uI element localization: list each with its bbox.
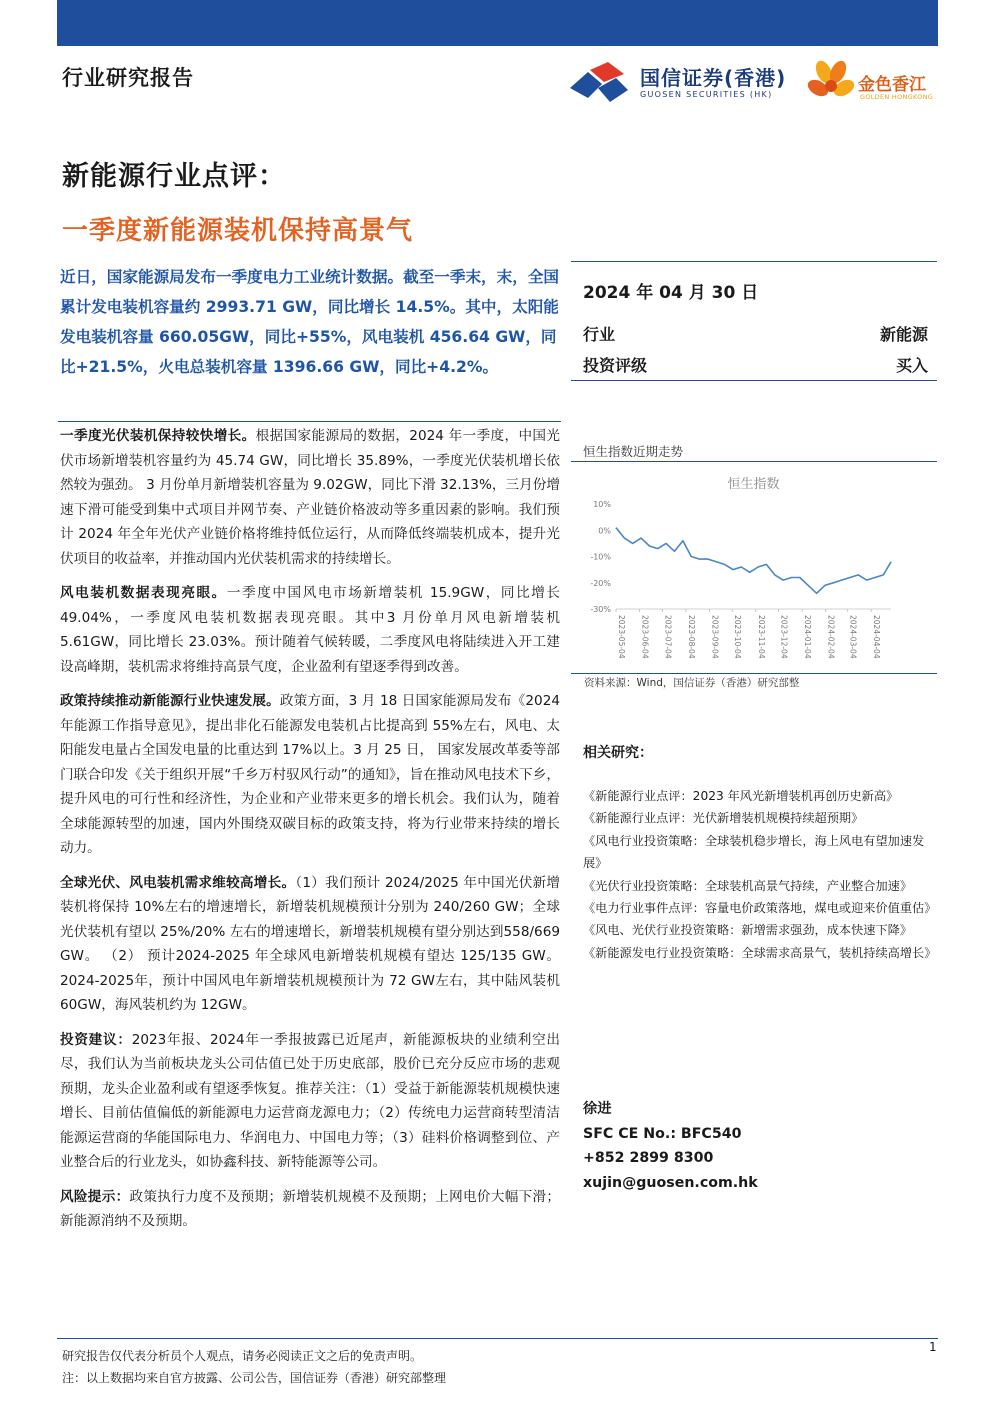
body-paragraph [60, 1028, 560, 1175]
top-banner [57, 0, 938, 46]
summary-paragraph: 近日，国家能源局发布一季度电力工业统计数据。截至一季末，末，全国累计发电装机容量约 2993.71 GW，同比增长 14.5%。其中，太阳能发电装机容量 660.05GW，同比+55%，风电装机 456.64 GW，同比+21.5%，火电总装机容量 1396.66 GW，同比+4.2%。 [60, 268, 560, 376]
paragraph-text: 政策方面，3 月 18 日国家能源局发布《2024 年能源工作指导意见》，提出非化石能源发电装机占比提高到 55%左右，风电、太阳能发电量占全国发电量的比重达到 17%以上。3 月 25 日， 国家发展改革委等部门联合印发《关于组织开展“千乡万村驭风行动”的通知》，旨在推动风电技术下乡，提升风电的可行性和经济性，为企业和产业带来更多的增长机会。我们认为，随着全球能源转型的加速，国内外围绕双碳目标的政策支持，将为行业带来持续的增长动力。 [60, 693, 560, 856]
related-item[interactable]: 《风电行业投资策略：全球装机稳步增长，海上风电有望加速发展》 [583, 833, 925, 871]
summary-divider [58, 421, 561, 422]
rating-label: 投资评级 [583, 356, 648, 375]
analyst-phone: +852 2899 8300 [583, 1150, 714, 1167]
report-date: 2024 年 04 月 30 日 [583, 283, 759, 303]
analyst-email[interactable]: xujin@guosen.com.hk [583, 1174, 758, 1191]
paragraph-text: 政策执行力度不及预期；新增装机规模不及预期；上网电价大幅下滑；新能源消纳不及预期。 [60, 1188, 561, 1229]
x-tick-label: 2023-06-04 [640, 615, 650, 659]
paragraph-lead: 风电装机数据表现亮眼。 [60, 585, 227, 601]
paragraph-lead: 投资建议： [60, 1031, 132, 1048]
rating-row [583, 353, 928, 376]
related-item[interactable]: 《电力行业事件点评：容量电价政策落地，煤电或迎来价值重估》 [583, 901, 937, 916]
report-type-label: 行业研究报告 [62, 66, 194, 90]
chart-bottom-divider [571, 673, 937, 674]
body-paragraph [60, 689, 560, 861]
x-tick-label: 2023-12-04 [779, 615, 789, 659]
footer-note: 注：以上数据均来自官方披露、公司公告，国信证券（香港）研究部整理 [62, 1371, 447, 1385]
y-tick-label: -30% [590, 605, 611, 614]
y-tick-label: 10% [593, 500, 611, 509]
related-item[interactable]: 《新能源行业点评：光伏新增装机规模持续超预期》 [583, 811, 864, 826]
related-item[interactable]: 《光伏行业投资策略：全球装机高景气持续，产业整合加速》 [583, 878, 913, 893]
y-tick-label: -20% [590, 578, 611, 588]
series-line [616, 528, 891, 594]
x-tick-label: 2023-10-04 [733, 615, 743, 659]
related-item[interactable]: 《新能源行业点评：2023 年风光新增装机再创历史新高》 [583, 789, 899, 803]
industry-label: 行业 [583, 325, 616, 344]
golden-flower-icon [806, 58, 856, 106]
x-tick-label: 2024-04-04 [872, 615, 882, 659]
x-tick-label: 2023-08-04 [686, 615, 696, 659]
golden-name-en: GOLDEN HONGKONG [860, 93, 934, 101]
x-tick-label: 2023-11-04 [756, 615, 766, 659]
body-paragraph [60, 581, 560, 679]
body-paragraph [60, 424, 560, 571]
x-tick-label: 2024-03-04 [848, 615, 858, 659]
golden-hongkong-logo [806, 58, 946, 108]
x-tick-label: 2023-07-04 [663, 615, 673, 659]
guosen-name-cn: 国信证券(香港) [640, 66, 787, 90]
guosen-logo [568, 58, 800, 108]
paragraph-text: 2023年报、2024年一季报披露已近尾声，新能源板块的业绩利空出尽，我们认为当前板块龙头公司估值已处于历史底部，股价已充分反应市场的悲观预期，龙头企业盈利或有望逐季恢复。推荐关注：（1）受益于新能源装机规模快速增长、目前估值偏低的新能源电力运营商龙源电力；（2）传统电力运营商转型清洁能源运营商的华能国际电力、华润电力、中国电力等；（3）硅料价格调整到位、产业整合后的行业龙头，如协鑫科技、新特能源等公司。 [60, 1031, 560, 1170]
guosen-mark-icon [568, 60, 630, 104]
footer [62, 1345, 446, 1389]
paragraph-lead: 全球光伏、风电装机需求维较高增长。 [60, 874, 296, 891]
paragraph-text: 一季度中国风电市场新增装机 15.9GW，同比增长 49.04%，一季度风电装机数据表现亮眼。其中3 月份单月风电新增装机 5.61GW，同比增长 23.03%。预计随着气候转暖，二季度风电将陆续进入开工建设高峰期，装机需求将维持高景气度，企业盈利有望逐季得到改善。 [60, 585, 561, 675]
related-research-title: 相关研究： [583, 745, 653, 761]
x-tick-label: 2023-09-04 [710, 615, 720, 659]
body-column [60, 424, 560, 1244]
report-subtitle: 一季度新能源装机保持高景气 [62, 216, 414, 246]
golden-name-cn: 金色香江 [858, 75, 926, 95]
chart-caption: 恒生指数近期走势 [583, 444, 684, 459]
industry-value: 新能源 [879, 325, 928, 344]
footer-disclaimer: 研究报告仅代表分析员个人观点，请务必阅读正文之后的免责声明。 [62, 1349, 423, 1363]
paragraph-text: （1）我们预计 2024/2025 年中国光伏新增装机将保持 10%左右的增速增长，新增装机规模预计分别为 240/260 GW；全球光伏装机有望以 25%/20% 左右的增速增长，新增装机规模有望分别达到558/669 GW。 （2） 预计2024-2025 年全球风电新增装机规模有望达 125/135 GW。2024-2025年，预计中国风电年新增装机规模预计为 72 GW左右，其中陆风装机 60GW，海风装机约为 12GW。 [60, 874, 561, 1013]
y-tick-label: 0% [598, 526, 611, 536]
paragraph-lead: 一季度光伏装机保持较快增长。 [60, 428, 256, 444]
body-paragraph [60, 871, 560, 1018]
x-tick-label: 2024-02-04 [826, 615, 836, 659]
y-tick-label: -10% [590, 552, 611, 562]
x-tick-label: 2024-01-04 [803, 615, 813, 659]
paragraph-text: 根据国家能源局的数据，2024 年一季度，中国光伏市场新增装机容量约为 45.74 GW，同比增长 35.89%，一季度光伏装机增长依然较为强劲。 3 月份单月新增装机容量为 9.02GW，同比下滑 32.13%，三月份增速下滑可能受到集中式项目并网节奏、产业链价格波动等多重因素的影响。我们预计 2024 年全年光伏产业链价格将维持低位运行，从而降低终端装机成本，提升光伏项目的收益率，并推动国内光伏装机需求的持续增长。 [60, 428, 560, 567]
paragraph-lead: 政策持续推动新能源行业快速发展。 [60, 693, 280, 709]
related-research-list [583, 785, 937, 964]
chart-title: 恒生指数 [727, 477, 780, 492]
sidebar-meta-divider [571, 380, 937, 381]
x-tick-label: 2023-05-04 [617, 615, 626, 659]
analyst-block [583, 1097, 758, 1195]
sidebar-top-divider [571, 261, 937, 262]
guosen-name-en: GUOSEN SECURITIES (HK) [640, 90, 773, 99]
analyst-sfc: SFC CE No.: BFC540 [583, 1125, 742, 1142]
footer-divider [57, 1338, 938, 1339]
paragraph-lead: 风险提示： [60, 1188, 130, 1205]
analyst-name: 徐进 [583, 1101, 612, 1117]
rating-value: 买入 [895, 356, 928, 375]
report-title: 新能源行业点评： [62, 161, 286, 192]
related-item[interactable]: 《新能源发电行业投资策略：全球需求高景气，装机持续高增长》 [583, 945, 937, 960]
chart-source: 资料来源：Wind，国信证券（香港）研究部整 [584, 677, 800, 689]
related-item[interactable]: 《风电、光伏行业投资策略：新增需求强劲，成本快速下降》 [583, 923, 913, 938]
hsi-line-chart [571, 462, 937, 672]
industry-row [583, 322, 928, 345]
page-number: 1 [929, 1340, 937, 1354]
body-paragraph [60, 1185, 560, 1234]
